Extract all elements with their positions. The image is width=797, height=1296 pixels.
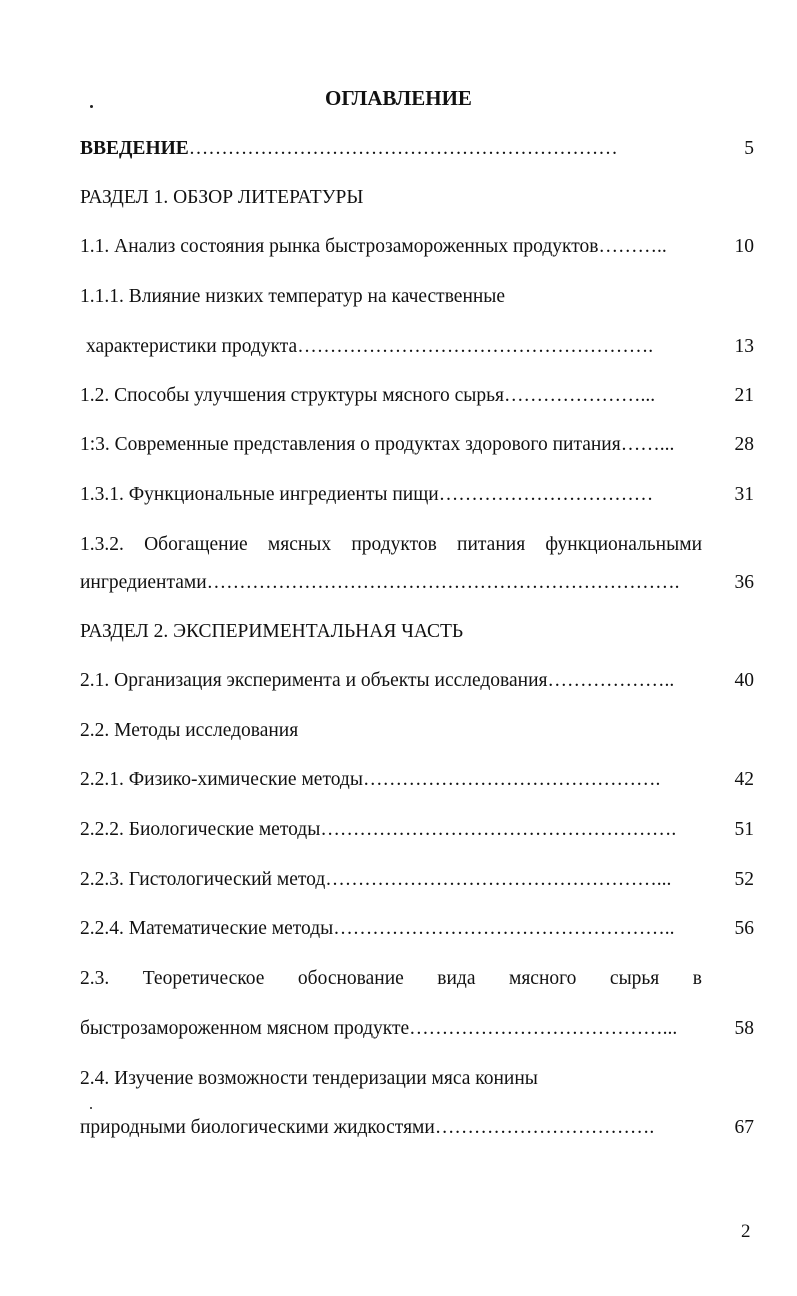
toc-entry	[80, 482, 702, 508]
toc-entry	[80, 817, 702, 843]
toc-entry	[80, 767, 702, 793]
toc-entry-text: 1.3.1. Функциональные ингредиенты пищи	[80, 484, 439, 505]
toc-entry-text: 2.2. Методы исследования	[80, 720, 299, 741]
toc-entry	[80, 136, 702, 162]
toc-dot-leader: ………………..	[547, 670, 675, 691]
toc-page-number: 36	[734, 572, 754, 593]
toc-dot-leader: ……………………………………………..	[333, 918, 675, 939]
toc-entry-text: 2.2.4. Математические методы	[80, 918, 334, 939]
toc-dot-leader: …………………………….	[434, 1117, 655, 1138]
toc-page-number: 58	[734, 1018, 754, 1039]
toc-entry-text: РАЗДЕЛ 2. ЭКСПЕРИМЕНТАЛЬНАЯ ЧАСТЬ	[80, 621, 464, 642]
toc-entry-text: 1.1.1. Влияние низких температур на качественные	[80, 286, 506, 307]
toc-dot-leader: ……………………………………………...	[325, 869, 672, 890]
toc-entry-text: 2.3. Теоретическое обоснование вида мясного сырья в	[80, 968, 702, 989]
toc-page-number: 31	[734, 484, 754, 505]
toc-entry-text: ВВЕДЕНИЕ	[80, 138, 189, 159]
toc-entry-text: 2.2.1. Физико-химические методы	[80, 769, 363, 790]
toc-page-number: 28	[734, 434, 754, 455]
toc-entry-text: 2.2.3. Гистологический метод	[80, 869, 326, 890]
toc-entry	[80, 284, 702, 310]
toc-page-number: 10	[734, 236, 754, 257]
toc-entry-text: ингредиентами	[80, 572, 207, 593]
toc-entry-text: характеристики продукта	[86, 336, 298, 357]
toc-entry	[80, 718, 702, 744]
toc-entry-text: 2.4. Изучение возможности тендеризации мяса конины	[80, 1068, 538, 1089]
toc-entry	[80, 867, 702, 893]
toc-entry	[80, 1016, 702, 1042]
scan-speck	[90, 1107, 92, 1109]
toc-entry	[80, 916, 702, 942]
toc-page-number: 40	[734, 670, 754, 691]
page-number: 2	[741, 1221, 751, 1242]
toc-entry	[80, 432, 702, 458]
toc-entry-text: быстрозамороженном мясном продукте	[80, 1018, 410, 1039]
toc-section-heading	[80, 185, 702, 211]
page-title: ОГЛАВЛЕНИЕ	[325, 86, 472, 110]
toc-dot-leader: ……...	[620, 434, 675, 455]
toc-page-number: 5	[744, 138, 754, 159]
toc-entry	[80, 966, 702, 992]
toc-entry-text: 1:3. Современные представления о продуктах здорового питания	[80, 434, 621, 455]
toc-entry	[80, 532, 702, 558]
toc-page-number: 56	[734, 918, 754, 939]
toc-dot-leader: ……………………………………….	[362, 769, 661, 790]
toc-page-number: 21	[734, 385, 754, 406]
toc-entry	[80, 1115, 702, 1141]
toc-entry	[86, 334, 702, 360]
toc-dot-leader: …………………………………………………………	[188, 138, 618, 159]
toc-entry-text: 1.1. Анализ состояния рынка быстрозамороженных продуктов	[80, 236, 599, 257]
toc-entry	[80, 668, 702, 694]
toc-entry-text: 1.3.2. Обогащение мясных продуктов питания функциональными	[80, 534, 702, 555]
toc-page-number: 51	[734, 819, 754, 840]
toc-page-number: 52	[734, 869, 754, 890]
toc-dot-leader: ……………………………	[438, 484, 654, 505]
toc-entry	[80, 234, 702, 260]
toc-entry-text: 2.2.2. Биологические методы	[80, 819, 321, 840]
toc-dot-leader: ……………………………………………….	[320, 819, 677, 840]
toc-page-number: 67	[734, 1117, 754, 1138]
toc-section-heading	[80, 619, 702, 645]
toc-page-number: 42	[734, 769, 754, 790]
toc-dot-leader: …………………...	[503, 385, 656, 406]
toc-entry-text: 1.2. Способы улучшения структуры мясного сырья	[80, 385, 504, 406]
toc-dot-leader: ………..	[598, 236, 667, 257]
toc-entry	[80, 383, 702, 409]
toc-entry	[80, 1066, 702, 1092]
toc-entry-text: природными биологическими жидкостями	[80, 1117, 435, 1138]
toc-dot-leader: ……………………………………………………………….	[206, 572, 680, 593]
toc-entry-text: РАЗДЕЛ 1. ОБЗОР ЛИТЕРАТУРЫ	[80, 187, 364, 208]
toc-dot-leader: ……………………………………………….	[297, 336, 654, 357]
toc-page-number: 13	[734, 336, 754, 357]
toc-entry-text: 2.1. Организация эксперимента и объекты исследования	[80, 670, 548, 691]
toc-entry	[80, 570, 702, 596]
toc-dot-leader: …………………………………...	[409, 1018, 678, 1039]
